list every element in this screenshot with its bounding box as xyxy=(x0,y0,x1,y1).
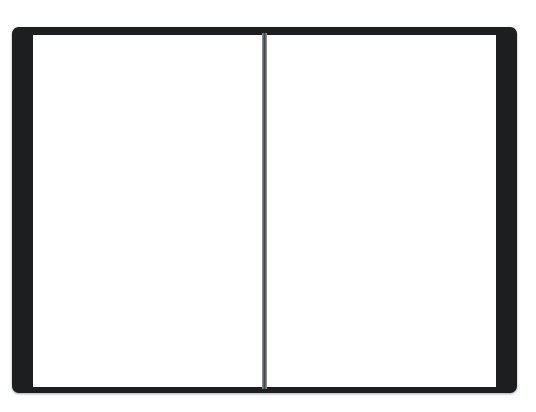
right-page xyxy=(267,35,496,387)
left-page xyxy=(33,35,262,387)
binding-gutter xyxy=(262,33,267,389)
